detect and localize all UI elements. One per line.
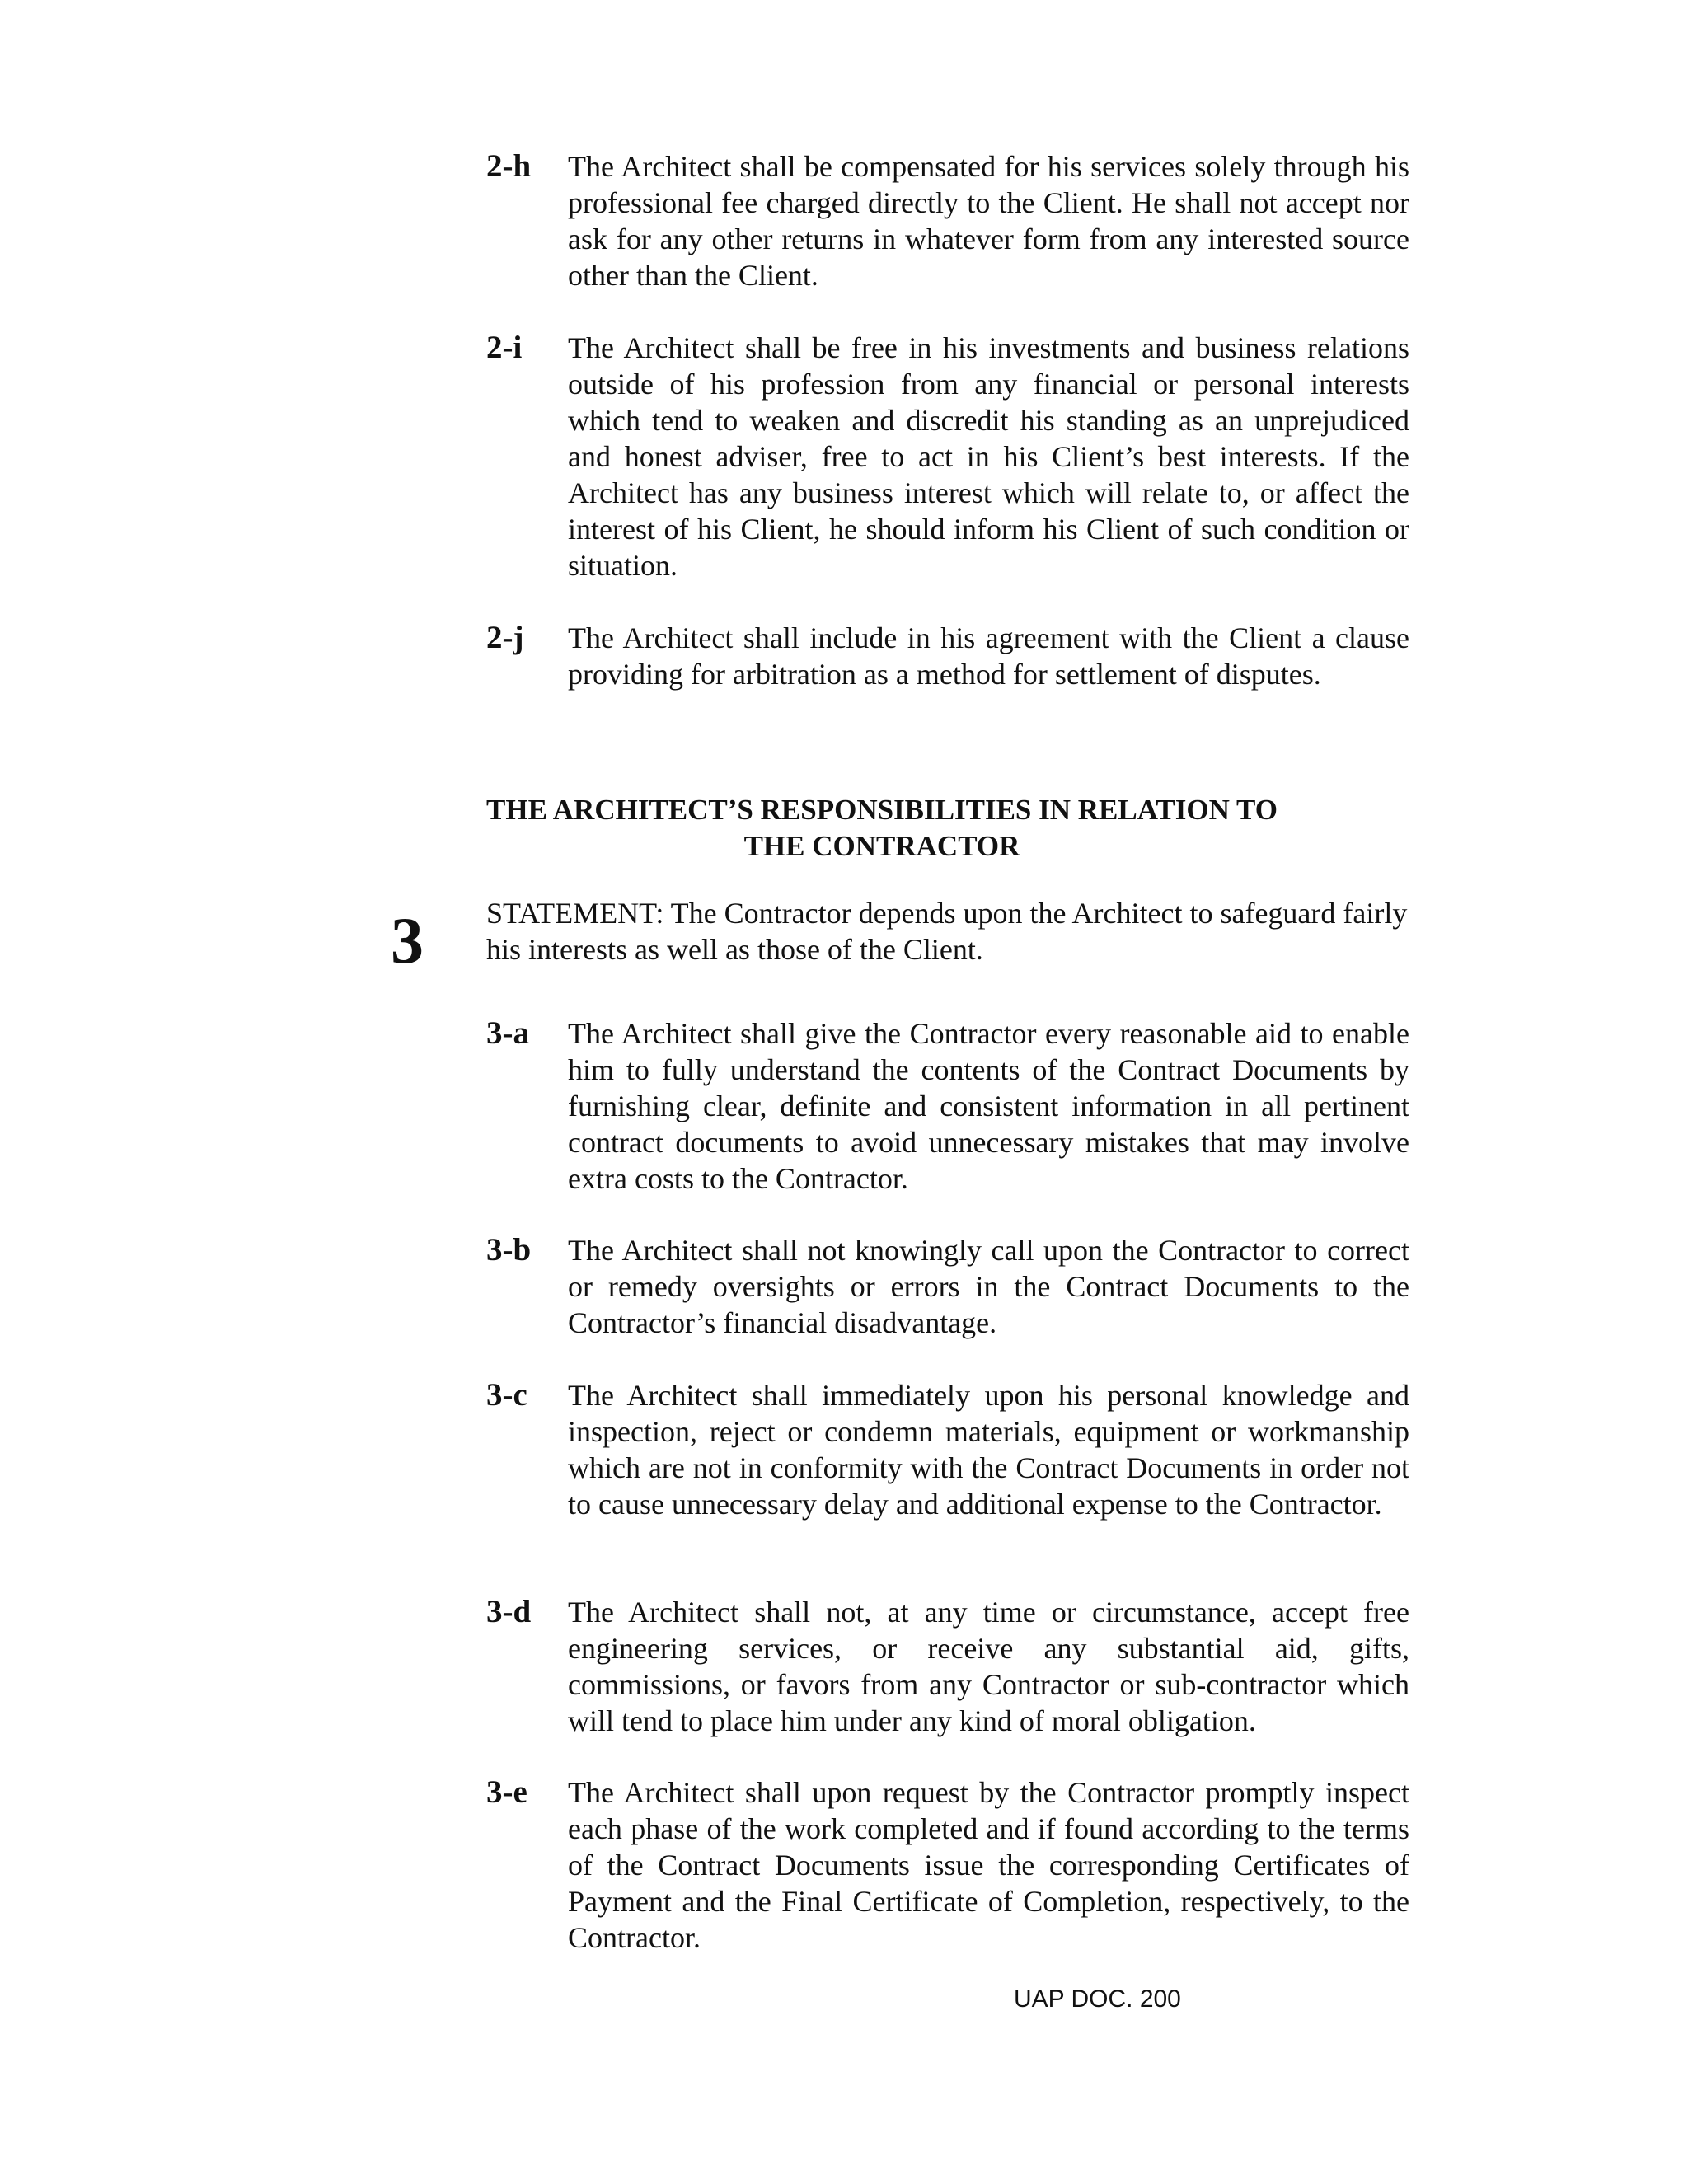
clause-text: The Architect shall be compensated for his services solely through his professional fee charged directly to the Client. He shall not accept nor ask for any other returns in whatever form from any interested source other than the Client. [568, 150, 1409, 292]
clause-text: The Architect shall be free in his investments and business relations outside of his profession from any financial or personal interests which tend to weaken and discredit his standing as an unprejudiced and honest adviser, free to act in his Client’s best interests. If the Architect has any business interest which will relate to, or affect the interest of his Client, he should inform his Client of such condition or situation. [568, 331, 1409, 582]
clause-text: The Architect shall immediately upon his personal knowledge and inspection, reject or condemn materials, equipment or workmanship which are not in conformity with the Contract Documents in order not to cause unnecessary delay and additional expense to the Contractor. [568, 1379, 1409, 1521]
clause-text: The Architect shall upon request by the Contractor promptly inspect each phase of the work completed and if found according to the terms of the Contract Documents issue the corresponding Certificates of Payment and the Final Certificate of Completion, respectively, to the Contractor. [568, 1776, 1409, 1954]
clause-text: The Architect shall give the Contractor every reasonable aid to enable him to fully understand the contents of the Contract Documents by furnishing clear, definite and consistent information in all pertinent contract documents to avoid unnecessary mistakes that may involve extra costs to the Contractor. [568, 1017, 1409, 1195]
clause-number: 3-a [486, 1015, 529, 1051]
clause-number: 3-c [486, 1377, 528, 1413]
page-footer: UAP DOC. 200 [1014, 1985, 1181, 2013]
clause-number: 3-e [486, 1774, 528, 1810]
section-number: 3 [391, 905, 424, 977]
clause-number: 2-i [486, 330, 523, 365]
clause-text: The Architect shall include in his agreement with the Client a clause providing for arbitration as a method for settlement of disputes. [568, 621, 1409, 691]
clause-text: The Architect shall not, at any time or circumstance, accept free engineering services, or receive any substantial aid, gifts, commissions, or favors from any Contractor or sub-contractor which will tend to place him under any kind of moral obligation. [568, 1596, 1409, 1737]
clause-number: 3-d [486, 1594, 532, 1629]
clause-number: 3-b [486, 1232, 532, 1268]
section-heading-line1: THE ARCHITECT’S RESPONSIBILITIES IN RELATION TO [486, 794, 1278, 826]
clause-number: 2-h [486, 148, 532, 184]
section-statement: STATEMENT: The Contractor depends upon the Architect to safeguard fairly his interests as well as those of the Client. [486, 897, 1408, 966]
section-heading [412, 792, 1352, 865]
section-heading-line2: THE CONTRACTOR [743, 830, 1020, 862]
clause-text: The Architect shall not knowingly call upon the Contractor to correct or remedy oversights or errors in the Contract Documents to the Contractor’s financial disadvantage. [568, 1234, 1409, 1339]
clause-number: 2-j [486, 620, 524, 655]
